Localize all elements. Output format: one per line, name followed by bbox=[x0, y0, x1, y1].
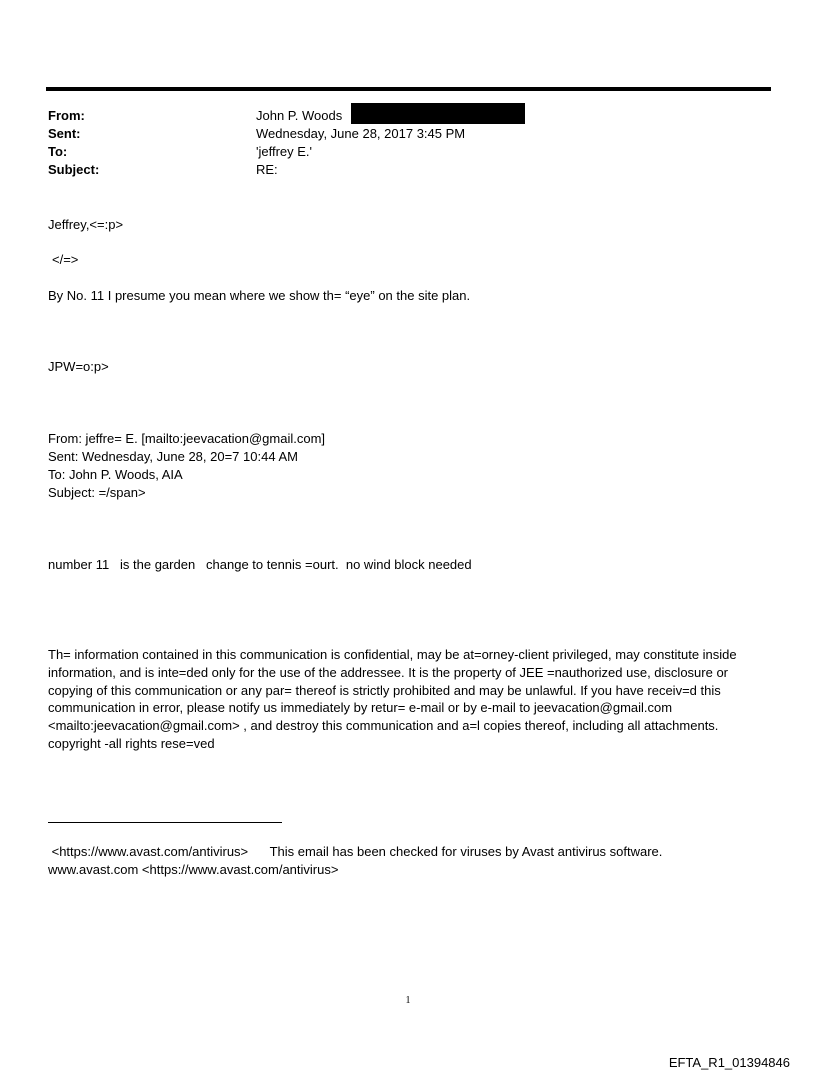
to-value: 'jeffrey E.' bbox=[256, 144, 313, 159]
page-number: 1 bbox=[405, 995, 411, 1006]
signoff: JPW=o:p> bbox=[48, 359, 109, 374]
header-rule bbox=[46, 87, 771, 91]
greeting: Jeffrey,<=:p> bbox=[48, 217, 124, 232]
quoted-sent: Sent: Wednesday, June 28, 20=7 10:44 AM bbox=[48, 449, 298, 464]
markup-artifact: </=> bbox=[52, 252, 79, 267]
signature-rule bbox=[48, 822, 282, 823]
avast-link: www.avast.com <https://www.avast.com/antivirus> bbox=[48, 862, 339, 877]
quoted-from: From: jeffre= E. [mailto:jeevacation@gmail.com] bbox=[48, 431, 326, 446]
subject-value: RE: bbox=[256, 162, 278, 177]
sent-label: Sent: bbox=[48, 126, 81, 141]
redaction-box bbox=[351, 103, 525, 124]
to-label: To: bbox=[48, 144, 68, 159]
from-label: From: bbox=[48, 108, 85, 123]
from-value: John P. Woods bbox=[256, 108, 343, 123]
quoted-subject: Subject: =/span> bbox=[48, 485, 146, 500]
subject-label: Subject: bbox=[48, 162, 100, 177]
avast-notice: <https://www.avast.com/antivirus> This email has been checked for viruses by Avast antivirus software. bbox=[48, 844, 663, 859]
confidentiality-disclaimer: Th= information contained in this communication is confidential, may be at=orney-client privileged, may constitute inside information, and is inte=ded only for the use of the addressee. It is the property of JEE =nauthorized use, disclosure or copying of this communication or any par= thereof is strictly prohibited and may be unlawful. If you have receiv=d this communication in error, please notify us immediately by retur= e-mail or by e-mail to jeevacation@gmail.com <mailto:jeevacation@gmail.com> , and destroy this communication and a=l copies thereof, including all attachments. copyright -all rights rese=ved bbox=[48, 647, 737, 751]
bates-number: EFTA_R1_01394846 bbox=[668, 1055, 790, 1070]
quoted-message: number 11 is the garden change to tennis =ourt. no wind block needed bbox=[48, 557, 472, 572]
body-line: By No. 11 I presume you mean where we show th= “eye” on the site plan. bbox=[48, 288, 471, 303]
quoted-to: To: John P. Woods, AIA bbox=[48, 467, 183, 482]
sent-value: Wednesday, June 28, 2017 3:45 PM bbox=[256, 126, 466, 141]
